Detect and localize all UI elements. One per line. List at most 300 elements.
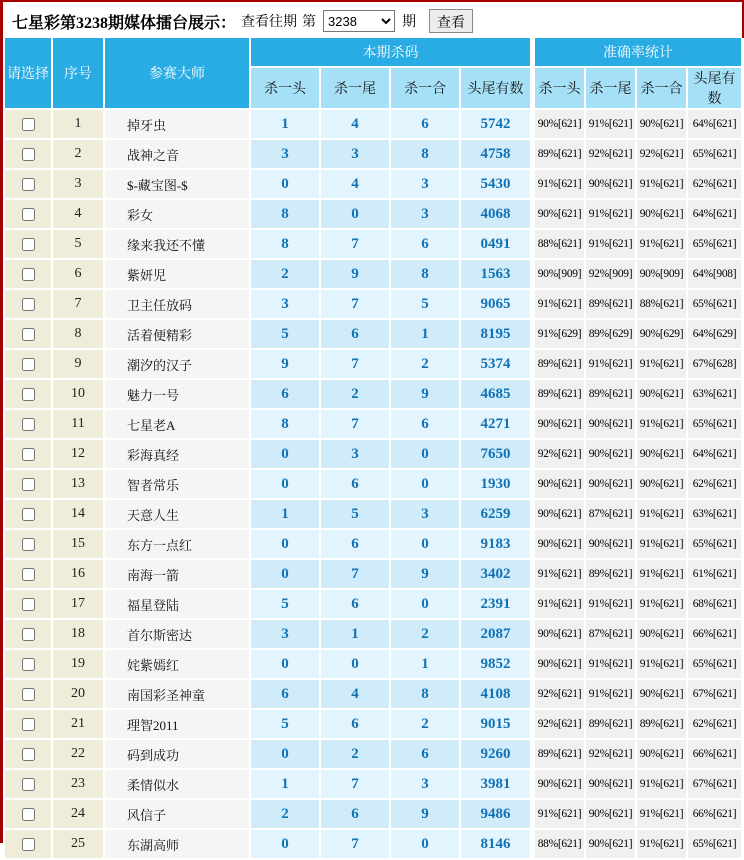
kill-value-0: 6 xyxy=(251,380,319,408)
kill-value-3: 5430 xyxy=(461,170,530,198)
table-row xyxy=(5,830,741,858)
accuracy-value-0: 91%[621] xyxy=(535,170,584,198)
subheader-kill-tail: 杀一尾 xyxy=(321,68,389,108)
master-name: 魅力一号 xyxy=(105,380,249,408)
subheader-kill-head: 杀一头 xyxy=(251,68,319,108)
select-cell xyxy=(5,200,51,228)
accuracy-value-3: 67%[621] xyxy=(688,680,741,708)
select-cell xyxy=(5,680,51,708)
row-checkbox[interactable] xyxy=(22,388,35,401)
accuracy-value-3: 65%[621] xyxy=(688,140,741,168)
master-name: 南海一箭 xyxy=(105,560,249,588)
row-checkbox[interactable] xyxy=(22,688,35,701)
master-name: 彩女 xyxy=(105,200,249,228)
master-name: 彩海真经 xyxy=(105,440,249,468)
accuracy-value-0: 90%[621] xyxy=(535,620,584,648)
table-header xyxy=(5,38,741,108)
kill-value-2: 6 xyxy=(391,230,459,258)
accuracy-value-3: 64%[621] xyxy=(688,200,741,228)
kill-value-1: 6 xyxy=(321,590,389,618)
row-checkbox[interactable] xyxy=(22,718,35,731)
row-index: 7 xyxy=(53,290,103,318)
col-header-master: 参赛大师 xyxy=(105,38,249,108)
master-name: 南国彩圣神童 xyxy=(105,680,249,708)
kill-value-2: 2 xyxy=(391,620,459,648)
row-checkbox[interactable] xyxy=(22,118,35,131)
table-row xyxy=(5,560,741,588)
kill-value-0: 0 xyxy=(251,650,319,678)
row-index: 10 xyxy=(53,380,103,408)
kill-value-3: 9015 xyxy=(461,710,530,738)
group-gap-cell xyxy=(532,590,533,618)
kill-value-1: 7 xyxy=(321,350,389,378)
accuracy-value-2: 90%[621] xyxy=(637,470,686,498)
kill-value-0: 8 xyxy=(251,410,319,438)
row-index: 1 xyxy=(53,110,103,138)
select-cell xyxy=(5,290,51,318)
titlebar xyxy=(0,0,744,36)
accuracy-value-3: 67%[628] xyxy=(688,350,741,378)
kill-value-0: 1 xyxy=(251,500,319,528)
kill-value-1: 5 xyxy=(321,500,389,528)
kill-value-3: 1930 xyxy=(461,470,530,498)
row-checkbox[interactable] xyxy=(22,178,35,191)
accuracy-value-2: 90%[621] xyxy=(637,110,686,138)
kill-value-0: 0 xyxy=(251,470,319,498)
col-header-select: 请选择 xyxy=(5,38,51,108)
group-gap-cell xyxy=(532,440,533,468)
accuracy-value-2: 90%[621] xyxy=(637,680,686,708)
kill-value-0: 0 xyxy=(251,740,319,768)
accuracy-value-0: 92%[621] xyxy=(535,680,584,708)
accuracy-value-3: 67%[621] xyxy=(688,770,741,798)
accuracy-value-1: 91%[621] xyxy=(586,200,635,228)
accuracy-value-1: 91%[621] xyxy=(586,650,635,678)
row-checkbox[interactable] xyxy=(22,538,35,551)
accuracy-value-3: 68%[621] xyxy=(688,590,741,618)
group-gap-cell xyxy=(532,800,533,828)
kill-value-2: 3 xyxy=(391,500,459,528)
row-index: 22 xyxy=(53,740,103,768)
row-checkbox[interactable] xyxy=(22,628,35,641)
master-name: $-藏宝图-$ xyxy=(105,170,249,198)
table-row xyxy=(5,110,741,138)
group-gap-cell xyxy=(532,710,533,738)
kill-value-2: 6 xyxy=(391,110,459,138)
row-checkbox[interactable] xyxy=(22,598,35,611)
accuracy-value-0: 90%[621] xyxy=(535,530,584,558)
master-name: 东方一点红 xyxy=(105,530,249,558)
group-gap-cell xyxy=(532,770,533,798)
master-name: 理智2011 xyxy=(105,710,249,738)
accuracy-value-2: 91%[621] xyxy=(637,830,686,858)
accuracy-value-1: 90%[621] xyxy=(586,470,635,498)
accuracy-value-3: 66%[621] xyxy=(688,740,741,768)
accuracy-value-1: 90%[621] xyxy=(586,770,635,798)
kill-value-2: 0 xyxy=(391,470,459,498)
row-index: 2 xyxy=(53,140,103,168)
accuracy-value-2: 90%[621] xyxy=(637,200,686,228)
kill-value-2: 8 xyxy=(391,140,459,168)
accuracy-value-2: 91%[621] xyxy=(637,170,686,198)
row-index: 16 xyxy=(53,560,103,588)
row-checkbox[interactable] xyxy=(22,568,35,581)
accuracy-value-3: 62%[621] xyxy=(688,170,741,198)
accuracy-value-0: 89%[621] xyxy=(535,350,584,378)
accuracy-value-0: 89%[621] xyxy=(535,380,584,408)
table-row xyxy=(5,530,741,558)
subheader-kill-sum: 杀一合 xyxy=(391,68,459,108)
accuracy-value-3: 65%[621] xyxy=(688,650,741,678)
accuracy-value-3: 61%[621] xyxy=(688,560,741,588)
accuracy-value-0: 90%[621] xyxy=(535,110,584,138)
group-gap-cell xyxy=(532,650,533,678)
page-border-top xyxy=(0,0,744,2)
master-name: 首尔斯密达 xyxy=(105,620,249,648)
row-checkbox[interactable] xyxy=(22,838,35,851)
row-index: 25 xyxy=(53,830,103,858)
kill-value-1: 7 xyxy=(321,230,389,258)
kill-value-2: 2 xyxy=(391,710,459,738)
kill-value-0: 0 xyxy=(251,170,319,198)
kill-value-2: 1 xyxy=(391,650,459,678)
row-index: 5 xyxy=(53,230,103,258)
row-checkbox[interactable] xyxy=(22,358,35,371)
accuracy-value-2: 91%[621] xyxy=(637,410,686,438)
row-index: 18 xyxy=(53,620,103,648)
row-checkbox[interactable] xyxy=(22,238,35,251)
accuracy-value-0: 88%[621] xyxy=(535,230,584,258)
select-cell xyxy=(5,590,51,618)
accuracy-value-1: 90%[621] xyxy=(586,410,635,438)
subheader-kill-headtail: 头尾有数 xyxy=(461,68,530,108)
page-title: 七星彩第3238期媒体擂台展示： xyxy=(12,14,237,32)
accuracy-value-2: 91%[621] xyxy=(637,650,686,678)
kill-value-1: 0 xyxy=(321,650,389,678)
accuracy-value-1: 90%[621] xyxy=(586,440,635,468)
accuracy-value-2: 91%[621] xyxy=(637,800,686,828)
kill-value-3: 7650 xyxy=(461,440,530,468)
row-checkbox[interactable] xyxy=(22,148,35,161)
kill-value-3: 4685 xyxy=(461,380,530,408)
kill-value-3: 3402 xyxy=(461,560,530,588)
period-prefix-label: 第 xyxy=(302,15,317,30)
kill-value-3: 0491 xyxy=(461,230,530,258)
kill-value-2: 3 xyxy=(391,770,459,798)
group-gap-cell xyxy=(532,560,533,588)
accuracy-value-1: 89%[621] xyxy=(586,290,635,318)
kill-value-1: 7 xyxy=(321,560,389,588)
select-cell xyxy=(5,260,51,288)
accuracy-value-0: 91%[621] xyxy=(535,800,584,828)
view-past-label: 查看往期 xyxy=(241,15,298,30)
master-name: 掉牙虫 xyxy=(105,110,249,138)
kill-value-2: 8 xyxy=(391,680,459,708)
kill-value-1: 4 xyxy=(321,680,389,708)
kill-value-2: 0 xyxy=(391,440,459,468)
kill-value-2: 9 xyxy=(391,560,459,588)
row-index: 17 xyxy=(53,590,103,618)
experts-table xyxy=(3,36,743,860)
table-row xyxy=(5,440,741,468)
master-name: 东湖高师 xyxy=(105,830,249,858)
select-cell xyxy=(5,320,51,348)
kill-value-2: 2 xyxy=(391,350,459,378)
select-cell xyxy=(5,380,51,408)
accuracy-value-0: 92%[621] xyxy=(535,440,584,468)
row-checkbox[interactable] xyxy=(22,658,35,671)
row-index: 14 xyxy=(53,500,103,528)
group-gap-cell xyxy=(532,620,533,648)
accuracy-value-0: 90%[621] xyxy=(535,470,584,498)
accuracy-value-3: 64%[908] xyxy=(688,260,741,288)
table-body xyxy=(5,110,741,858)
row-index: 15 xyxy=(53,530,103,558)
table-row xyxy=(5,380,741,408)
accuracy-value-2: 91%[621] xyxy=(637,560,686,588)
accuracy-value-3: 65%[621] xyxy=(688,230,741,258)
master-name: 天意人生 xyxy=(105,500,249,528)
group-gap-cell xyxy=(532,470,533,498)
row-checkbox[interactable] xyxy=(22,448,35,461)
kill-value-2: 0 xyxy=(391,590,459,618)
group-gap-cell xyxy=(532,380,533,408)
kill-value-1: 4 xyxy=(321,170,389,198)
kill-value-1: 6 xyxy=(321,530,389,558)
kill-value-3: 6259 xyxy=(461,500,530,528)
accuracy-value-1: 90%[621] xyxy=(586,530,635,558)
group-gap-cell xyxy=(532,530,533,558)
table-row xyxy=(5,170,741,198)
accuracy-value-2: 90%[621] xyxy=(637,440,686,468)
kill-value-3: 9260 xyxy=(461,740,530,768)
select-cell xyxy=(5,650,51,678)
accuracy-value-3: 65%[621] xyxy=(688,830,741,858)
accuracy-value-1: 91%[621] xyxy=(586,680,635,708)
kill-value-3: 3981 xyxy=(461,770,530,798)
kill-value-1: 6 xyxy=(321,710,389,738)
select-cell xyxy=(5,530,51,558)
group-gap-cell xyxy=(532,320,533,348)
kill-value-3: 8195 xyxy=(461,320,530,348)
select-cell xyxy=(5,560,51,588)
accuracy-value-1: 92%[621] xyxy=(586,740,635,768)
row-checkbox[interactable] xyxy=(22,418,35,431)
accuracy-value-2: 88%[621] xyxy=(637,290,686,318)
select-cell xyxy=(5,710,51,738)
row-checkbox[interactable] xyxy=(22,208,35,221)
kill-value-0: 0 xyxy=(251,440,319,468)
group-gap-cell xyxy=(532,230,533,258)
master-name: 潮汐的汉子 xyxy=(105,350,249,378)
accuracy-value-2: 91%[621] xyxy=(637,590,686,618)
kill-value-0: 5 xyxy=(251,320,319,348)
row-checkbox[interactable] xyxy=(22,478,35,491)
row-index: 24 xyxy=(53,800,103,828)
select-cell xyxy=(5,440,51,468)
kill-value-2: 1 xyxy=(391,320,459,348)
accuracy-value-3: 63%[621] xyxy=(688,500,741,528)
kill-value-1: 6 xyxy=(321,800,389,828)
group-gap-cell xyxy=(532,500,533,528)
accuracy-value-0: 90%[621] xyxy=(535,650,584,678)
row-index: 6 xyxy=(53,260,103,288)
kill-value-0: 3 xyxy=(251,140,319,168)
accuracy-value-1: 90%[621] xyxy=(586,800,635,828)
row-checkbox[interactable] xyxy=(22,328,35,341)
accuracy-value-3: 63%[621] xyxy=(688,380,741,408)
table-row xyxy=(5,410,741,438)
accuracy-value-1: 89%[629] xyxy=(586,320,635,348)
row-index: 9 xyxy=(53,350,103,378)
kill-value-2: 8 xyxy=(391,260,459,288)
kill-value-0: 2 xyxy=(251,800,319,828)
group-gap xyxy=(532,38,533,108)
kill-value-0: 5 xyxy=(251,710,319,738)
row-checkbox[interactable] xyxy=(22,508,35,521)
kill-value-1: 2 xyxy=(321,740,389,768)
kill-value-0: 0 xyxy=(251,560,319,588)
master-name: 码到成功 xyxy=(105,740,249,768)
group-gap-cell xyxy=(532,680,533,708)
select-cell xyxy=(5,620,51,648)
accuracy-value-3: 65%[621] xyxy=(688,290,741,318)
page-border-left xyxy=(0,0,3,843)
accuracy-value-1: 89%[621] xyxy=(586,710,635,738)
col-header-index: 序号 xyxy=(53,38,103,108)
select-cell xyxy=(5,410,51,438)
kill-value-2: 9 xyxy=(391,800,459,828)
table-row xyxy=(5,710,741,738)
kill-value-0: 6 xyxy=(251,680,319,708)
row-checkbox[interactable] xyxy=(22,808,35,821)
kill-value-3: 9852 xyxy=(461,650,530,678)
accuracy-value-0: 90%[621] xyxy=(535,770,584,798)
row-checkbox[interactable] xyxy=(22,298,35,311)
subheader-acc-headtail: 头尾有数 xyxy=(688,68,741,108)
kill-value-0: 8 xyxy=(251,230,319,258)
group-gap-cell xyxy=(532,110,533,138)
row-checkbox[interactable] xyxy=(22,748,35,761)
accuracy-value-0: 90%[621] xyxy=(535,200,584,228)
accuracy-value-1: 90%[621] xyxy=(586,830,635,858)
table-row xyxy=(5,350,741,378)
accuracy-value-3: 62%[621] xyxy=(688,710,741,738)
select-cell xyxy=(5,470,51,498)
accuracy-value-0: 91%[621] xyxy=(535,590,584,618)
row-checkbox[interactable] xyxy=(22,778,35,791)
kill-value-1: 7 xyxy=(321,410,389,438)
kill-value-3: 9486 xyxy=(461,800,530,828)
kill-value-1: 6 xyxy=(321,470,389,498)
kill-value-3: 5742 xyxy=(461,110,530,138)
kill-value-3: 4271 xyxy=(461,410,530,438)
table-row xyxy=(5,800,741,828)
kill-value-1: 6 xyxy=(321,320,389,348)
kill-value-3: 4068 xyxy=(461,200,530,228)
kill-value-2: 3 xyxy=(391,170,459,198)
kill-value-3: 2087 xyxy=(461,620,530,648)
kill-value-1: 9 xyxy=(321,260,389,288)
master-name: 卫主任放码 xyxy=(105,290,249,318)
kill-value-3: 9183 xyxy=(461,530,530,558)
accuracy-value-1: 91%[621] xyxy=(586,590,635,618)
select-cell xyxy=(5,140,51,168)
select-cell xyxy=(5,830,51,858)
kill-value-1: 7 xyxy=(321,830,389,858)
row-index: 11 xyxy=(53,410,103,438)
select-cell xyxy=(5,110,51,138)
kill-value-3: 5374 xyxy=(461,350,530,378)
select-cell xyxy=(5,500,51,528)
row-index: 12 xyxy=(53,440,103,468)
group-gap-cell xyxy=(532,260,533,288)
accuracy-value-0: 91%[621] xyxy=(535,560,584,588)
kill-value-0: 5 xyxy=(251,590,319,618)
table-row xyxy=(5,740,741,768)
group-gap-cell xyxy=(532,740,533,768)
kill-value-3: 1563 xyxy=(461,260,530,288)
kill-value-3: 4758 xyxy=(461,140,530,168)
accuracy-value-3: 66%[621] xyxy=(688,800,741,828)
accuracy-value-0: 89%[621] xyxy=(535,740,584,768)
kill-value-0: 1 xyxy=(251,110,319,138)
kill-value-1: 3 xyxy=(321,440,389,468)
accuracy-value-2: 90%[909] xyxy=(637,260,686,288)
master-name: 姹紫嫣红 xyxy=(105,650,249,678)
accuracy-value-1: 89%[621] xyxy=(586,560,635,588)
table-row xyxy=(5,650,741,678)
kill-value-0: 0 xyxy=(251,830,319,858)
kill-value-3: 8146 xyxy=(461,830,530,858)
period-select[interactable] xyxy=(323,10,395,32)
accuracy-value-1: 91%[621] xyxy=(586,230,635,258)
kill-value-1: 7 xyxy=(321,770,389,798)
accuracy-value-2: 91%[621] xyxy=(637,500,686,528)
table-row xyxy=(5,260,741,288)
accuracy-value-1: 91%[621] xyxy=(586,110,635,138)
kill-value-1: 7 xyxy=(321,290,389,318)
table-row xyxy=(5,470,741,498)
select-cell xyxy=(5,170,51,198)
accuracy-value-0: 88%[621] xyxy=(535,830,584,858)
accuracy-value-0: 92%[621] xyxy=(535,710,584,738)
accuracy-value-3: 66%[621] xyxy=(688,620,741,648)
group-gap-cell xyxy=(532,290,533,318)
group-header-accuracy: 准确率统计 xyxy=(535,38,741,66)
accuracy-value-0: 91%[629] xyxy=(535,320,584,348)
master-name: 缘来我还不懂 xyxy=(105,230,249,258)
accuracy-value-1: 92%[909] xyxy=(586,260,635,288)
select-cell xyxy=(5,770,51,798)
kill-value-1: 1 xyxy=(321,620,389,648)
kill-value-2: 6 xyxy=(391,740,459,768)
table-row xyxy=(5,500,741,528)
master-name: 风信子 xyxy=(105,800,249,828)
accuracy-value-3: 64%[621] xyxy=(688,110,741,138)
accuracy-value-2: 90%[629] xyxy=(637,320,686,348)
row-checkbox[interactable] xyxy=(22,268,35,281)
group-gap-cell xyxy=(532,830,533,858)
master-name: 紫妍児 xyxy=(105,260,249,288)
table-row xyxy=(5,620,741,648)
group-header-current-kill: 本期杀码 xyxy=(251,38,530,66)
master-name: 活着便精彩 xyxy=(105,320,249,348)
accuracy-value-1: 92%[621] xyxy=(586,140,635,168)
group-gap-cell xyxy=(532,200,533,228)
view-button[interactable]: 查看 xyxy=(429,9,473,33)
kill-value-2: 5 xyxy=(391,290,459,318)
